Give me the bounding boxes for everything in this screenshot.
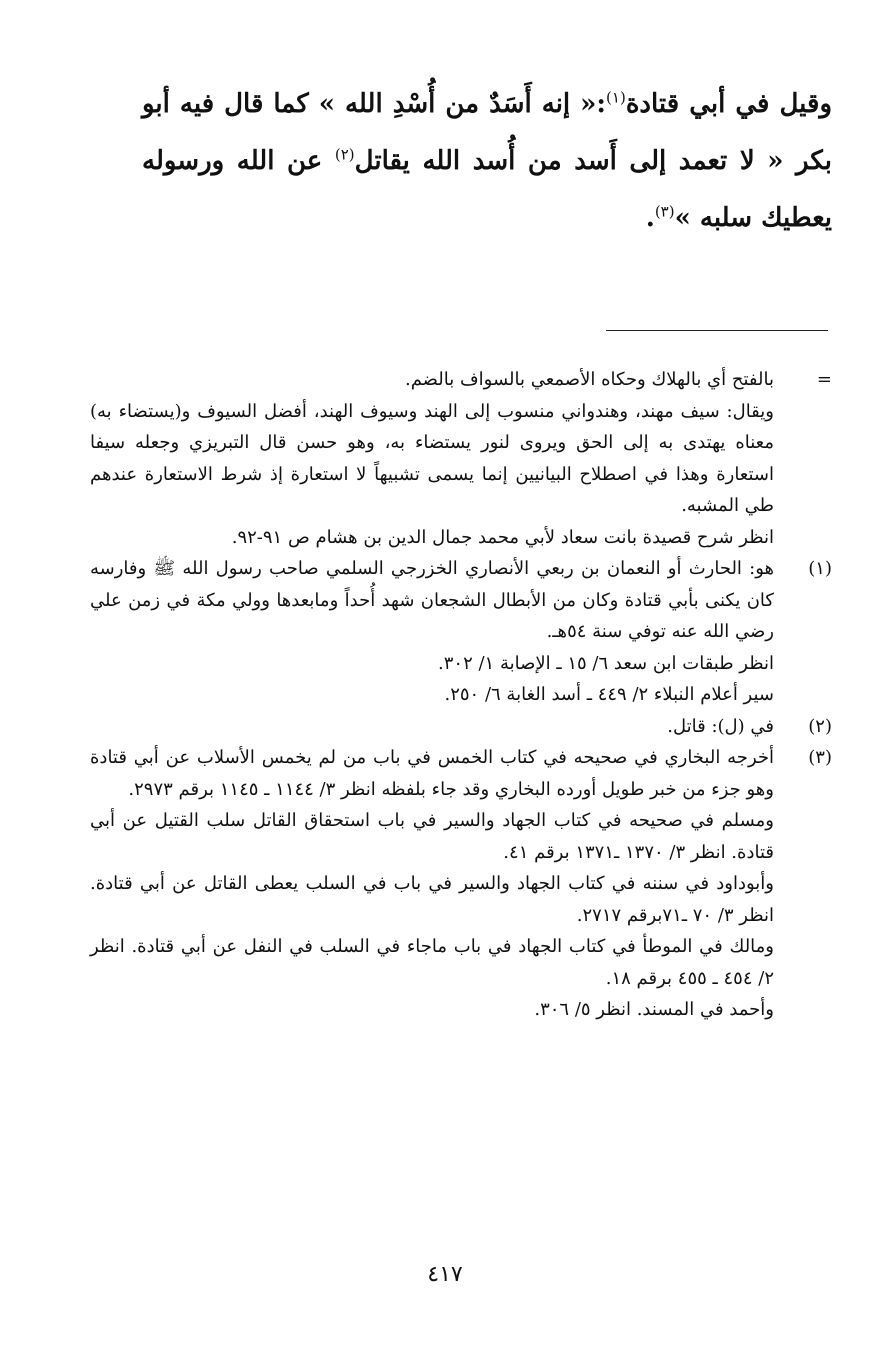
footnote-2 — [90, 711, 832, 743]
footnote-line: ومالك في الموطأ في كتاب الجهاد في باب ماجاء في السلب في النفل عن أبي قتادة. انظر ٢/ ٤٥٤ ـ ٤٥٥ برقم ١٨. — [90, 936, 774, 989]
main-text-segment: عن الله ورسوله يعطيك سلبه » — [142, 146, 832, 233]
footnote-line: وأحمد في المسند. انظر ٥/ ٣٠٦. — [534, 999, 774, 1020]
footnote-body — [90, 711, 774, 743]
footnote-line: في (ل): قاتل. — [667, 715, 774, 737]
footnote-marker: (١) — [808, 558, 832, 579]
footnote-reference-1[interactable]: (١) — [606, 88, 626, 107]
footnote-line: بالفتح أي بالهلاك وحكاه الأصمعي بالسواف بالضم. — [404, 369, 774, 390]
footnote-3 — [90, 742, 832, 1026]
footnote-reference-3[interactable]: (٣) — [654, 202, 675, 221]
footnote-marker: (٣) — [808, 747, 832, 768]
footnote-continuation — [90, 364, 832, 553]
footnote-line: هو: الحارث أو النعمان بن ربعي الأنصاري الخزرجي السلمي صاحب رسول الله ﷺ وفارسه كان يكنى بأبي قتادة وكان من الأبطال الشجعان شهد أُحداً ومابعدها وولي مكة في زمن علي رضي الله عنه توفي سنة ٥٤هـ. — [90, 558, 774, 642]
footnotes-section — [90, 364, 832, 1026]
footnote-1 — [90, 553, 832, 711]
main-paragraph — [142, 76, 832, 247]
main-text-segment: وقيل في أبي قتادة — [625, 89, 832, 119]
footnote-line: ويقال: سيف مهند، وهندواني منسوب إلى الهند وسيوف الهند، أفضل السيوف و(يستضاء به) معناه يهتدى به إلى الحق ويروى لنور يستضاء به، وهو حسن قال التبريزي وجعله سيفا استعارة وهذا في اصطلاح البيانيين إنما يسمى تشبيهاً لا استعارة إذ شرط الاستعارة عندهم طي المشبه. — [90, 400, 774, 516]
footnote-line: أخرجه البخاري في صحيحه في كتاب الخمس في باب من لم يخمس الأسلاب عن أبي قتادة وهو جزء من خبر طويل أورده البخاري وقد جاء بلفظه انظر ٣/ ١١٤٤ ـ ١١٤٥ برقم ٢٩٧٣. — [90, 747, 774, 800]
footnote-body — [90, 742, 774, 1026]
main-text-segment: . — [645, 203, 655, 233]
footnote-line: ومسلم في صحيحه في كتاب الجهاد والسير في باب استحقاق القاتل سلب القتيل عن أبي قتادة. انظر ٣/ ١٣٧٠ ـ١٣٧١ برقم ٤١. — [90, 810, 774, 863]
main-text-segment: :« إنه أَسَدٌ من أُسْدِ الله » كما قال فيه أبو بكر « لا تعمد إلى أَسد من أُسد الله يقاتل — [142, 89, 832, 176]
main-text — [142, 76, 832, 247]
page-number: ٤١٧ — [427, 1262, 463, 1287]
footnote-marker: (٢) — [808, 715, 832, 737]
footnote-line: سير أعلام النبلاء ٢/ ٤٤٩ ـ أسد الغابة ٦/ ٢٥٠. — [444, 684, 774, 705]
footnote-body — [90, 553, 774, 711]
footnote-reference-2[interactable]: (٢) — [334, 145, 355, 164]
footnote-line: انظر شرح قصيدة بانت سعاد لأبي محمد جمال الدين بن هشام ص ٩١-٩٢. — [231, 526, 774, 548]
footnote-line: وأبوداود في سننه في كتاب الجهاد والسير في باب في السلب يعطى القاتل عن أبي قتادة. انظر ٣/ ٧٠ ـ٧١برقم ٢٧١٧. — [90, 873, 774, 926]
continuation-marker: = — [816, 369, 832, 390]
footnote-separator-rule — [606, 330, 828, 331]
footnote-line: انظر طبقات ابن سعد ٦/ ١٥ ـ الإصابة ١/ ٣٠٢. — [438, 652, 774, 674]
footnote-body — [90, 364, 774, 553]
